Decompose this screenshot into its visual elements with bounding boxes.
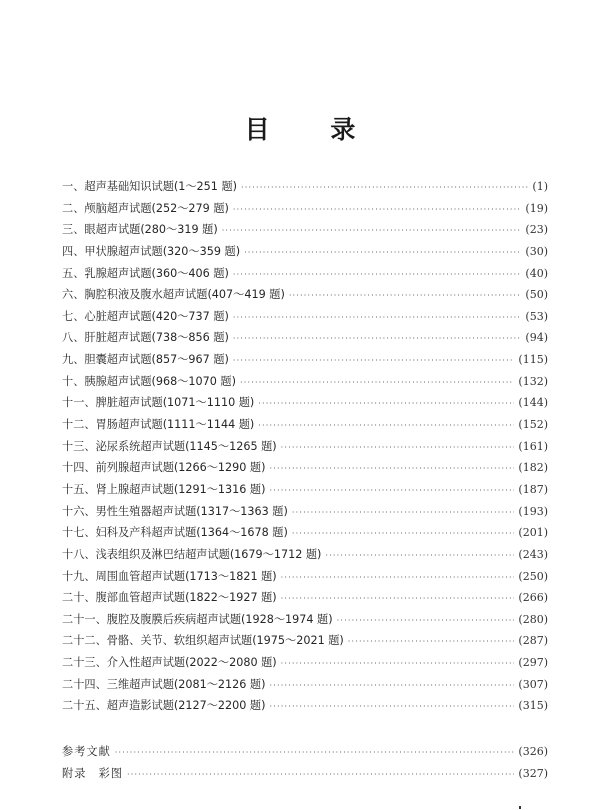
toc-entry-page: (187)	[518, 482, 548, 496]
toc-entry[interactable]	[62, 674, 548, 696]
toc-entry-page: (30)	[525, 244, 548, 258]
toc-entry-label: 二十四、三维超声试题(2081～2126 题)	[62, 677, 266, 691]
dot-leader	[281, 653, 515, 675]
toc-entry-label: 十八、浅表组织及淋巴结超声试题(1679～1712 题)	[62, 547, 322, 561]
dot-leader	[281, 437, 515, 459]
toc-entry-page: (327)	[518, 766, 548, 780]
dot-leader	[233, 350, 515, 372]
toc-entry-label: 附录 彩图	[62, 766, 123, 780]
toc-entry-label: 二十一、腹腔及腹膜后疾病超声试题(1928～1974 题)	[62, 612, 333, 626]
dot-leader	[222, 220, 522, 242]
dot-leader	[269, 696, 514, 718]
dot-leader	[292, 523, 515, 545]
dot-leader	[281, 588, 515, 610]
toc-entry-page: (243)	[518, 547, 548, 561]
dot-leader	[337, 610, 515, 632]
toc-entry-label: 二、颅脑超声试题(252～279 题)	[62, 201, 229, 215]
toc-entry[interactable]	[62, 371, 548, 393]
toc-entry[interactable]	[62, 263, 548, 285]
toc-entry-label: 六、胸腔积液及腹水超声试题(407～419 题)	[62, 288, 285, 302]
dot-leader	[269, 480, 514, 502]
toc-entry[interactable]	[62, 544, 548, 566]
toc-entry[interactable]	[62, 198, 548, 220]
toc-entry-label: 二十二、骨骼、关节、软组织超声试题(1975～2021 题)	[62, 634, 344, 648]
toc-entry[interactable]	[62, 414, 548, 436]
dot-leader	[240, 372, 514, 394]
toc-entry-label: 七、心脏超声试题(420～737 题)	[62, 309, 229, 323]
toc-entry-label: 十七、妇科及产科超声试题(1364～1678 题)	[62, 526, 288, 540]
page-title: 目 录	[244, 115, 382, 144]
table-of-contents	[62, 176, 548, 717]
toc-entry-page: (23)	[525, 223, 548, 237]
toc-entry-label: 十五、肾上腺超声试题(1291～1316 题)	[62, 482, 266, 496]
toc-entry-label: 十九、周围血管超声试题(1713～1821 题)	[62, 569, 277, 583]
dot-leader	[244, 242, 521, 264]
toc-entry[interactable]	[62, 306, 548, 328]
toc-entry[interactable]	[62, 652, 548, 674]
toc-entry[interactable]	[62, 457, 548, 479]
dot-leader	[233, 199, 522, 221]
toc-entry-label: 四、甲状腺超声试题(320～359 题)	[62, 244, 241, 258]
dot-leader	[241, 177, 528, 199]
toc-entry[interactable]	[62, 501, 548, 523]
dot-leader	[269, 675, 514, 697]
toc-entry[interactable]	[62, 392, 548, 414]
toc-entry-page: (161)	[518, 439, 548, 453]
toc-entry-page: (182)	[518, 461, 548, 475]
toc-entry[interactable]	[62, 349, 548, 371]
toc-entry-page: (144)	[518, 396, 548, 410]
toc-entry[interactable]	[62, 695, 548, 717]
toc-entry-label: 十、胰腺超声试题(968～1070 题)	[62, 374, 236, 388]
toc-entry[interactable]	[62, 176, 548, 198]
toc-entry-page: (287)	[518, 634, 548, 648]
appendix-entries	[62, 741, 548, 784]
toc-entry-page: (94)	[525, 331, 548, 345]
toc-entry-label: 九、胆囊超声试题(857～967 题)	[62, 353, 229, 367]
toc-entry-page: (297)	[518, 656, 548, 670]
toc-entry[interactable]	[62, 522, 548, 544]
dot-leader	[127, 764, 514, 786]
dot-leader	[258, 393, 514, 415]
toc-entry[interactable]	[62, 479, 548, 501]
dot-leader	[258, 415, 514, 437]
toc-entry[interactable]	[62, 436, 548, 458]
dot-leader	[233, 264, 522, 286]
toc-entry-page: (152)	[518, 418, 548, 432]
toc-entry-appendix[interactable]	[62, 763, 548, 785]
toc-entry[interactable]	[62, 284, 548, 306]
toc-entry-page: (53)	[525, 309, 548, 323]
toc-entry[interactable]	[62, 566, 548, 588]
toc-entry[interactable]	[62, 241, 548, 263]
dot-leader	[233, 307, 522, 329]
toc-entry-references[interactable]	[62, 741, 548, 763]
dot-leader	[325, 545, 514, 567]
toc-entry-page: (201)	[518, 526, 548, 540]
toc-entry[interactable]	[62, 219, 548, 241]
dot-leader	[348, 631, 515, 653]
toc-entry[interactable]	[62, 630, 548, 652]
toc-entry-page: (1)	[532, 180, 548, 193]
toc-entry-page: (193)	[518, 504, 548, 518]
toc-entry-label: 十六、男性生殖器超声试题(1317～1363 题)	[62, 504, 288, 518]
toc-entry-page: (132)	[518, 374, 548, 388]
toc-entry-label: 二十五、超声造影试题(2127～2200 题)	[62, 699, 266, 713]
toc-entry-label: 八、肝脏超声试题(738～856 题)	[62, 331, 229, 345]
toc-entry-page: (315)	[518, 699, 548, 713]
toc-entry-label: 五、乳腺超声试题(360～406 题)	[62, 266, 229, 280]
toc-entry-page: (19)	[525, 201, 548, 215]
toc-entry-page: (40)	[525, 266, 548, 280]
dot-leader	[269, 458, 514, 480]
dot-leader	[115, 742, 515, 764]
toc-entry-page: (115)	[518, 353, 548, 367]
dot-leader	[292, 502, 515, 524]
toc-entry-page: (326)	[518, 745, 548, 758]
toc-entry-page: (266)	[518, 591, 548, 605]
toc-entry-label: 十三、泌尿系统超声试题(1145～1265 题)	[62, 439, 277, 453]
toc-entry[interactable]	[62, 327, 548, 349]
toc-entry[interactable]	[62, 587, 548, 609]
dot-leader	[281, 567, 515, 589]
toc-entry-page: (250)	[518, 569, 548, 583]
toc-entry[interactable]	[62, 609, 548, 631]
dot-leader	[289, 285, 522, 307]
toc-entry-label: 十一、脾脏超声试题(1071～1110 题)	[62, 396, 255, 410]
toc-entry-label: 二十三、介入性超声试题(2022～2080 题)	[62, 656, 277, 670]
toc-entry-label: 三、眼超声试题(280～319 题)	[62, 223, 218, 237]
toc-entry-label: 十四、前列腺超声试题(1266～1290 题)	[62, 461, 266, 475]
toc-entry-label: 参考文献	[62, 745, 111, 758]
toc-entry-label: 一、超声基础知识试题(1～251 题)	[62, 180, 238, 193]
toc-entry-page: (307)	[518, 677, 548, 691]
toc-entry-label: 十二、胃肠超声试题(1111～1144 题)	[62, 418, 255, 432]
toc-entry-page: (50)	[525, 288, 548, 302]
toc-entry-label: 二十、腹部血管超声试题(1822～1927 题)	[62, 591, 277, 605]
page-mark	[519, 806, 521, 809]
dot-leader	[233, 328, 522, 350]
toc-entry-page: (280)	[518, 612, 548, 626]
